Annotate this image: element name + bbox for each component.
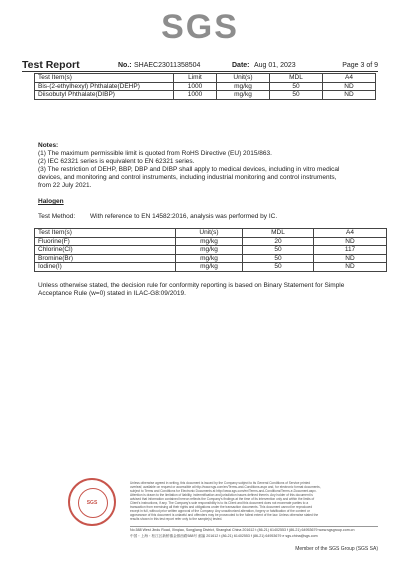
cell: 50 bbox=[270, 82, 323, 91]
terms-fineprint bbox=[130, 481, 378, 521]
cell: ND bbox=[314, 237, 387, 246]
notes-title: Notes: bbox=[38, 142, 59, 149]
cell: mg/kg bbox=[176, 254, 243, 263]
fineprint-line: subject to Terms and Conditions for Electronic Documents at http://www.sgs.com/en/Terms-and-Conditions/Terms-e-Document.aspx. bbox=[130, 489, 317, 493]
fineprint-line: transaction from exercising all their rights and obligations under the transaction documents. This document cannot be reproduced bbox=[130, 505, 313, 509]
col-header: A4 bbox=[323, 74, 376, 83]
page-number: Page 3 of 9 bbox=[342, 62, 378, 69]
cell: 50 bbox=[243, 254, 314, 263]
footer-rule bbox=[130, 526, 378, 527]
cell: ND bbox=[314, 254, 387, 263]
cell: 1000 bbox=[174, 91, 217, 100]
cell: 50 bbox=[270, 91, 323, 100]
table-row bbox=[35, 91, 376, 100]
halogen-heading: Halogen bbox=[38, 198, 64, 205]
cell: 117 bbox=[314, 246, 387, 255]
decision-statement bbox=[38, 282, 378, 298]
cell: mg/kg bbox=[176, 237, 243, 246]
table-header-row bbox=[35, 229, 387, 238]
cell: ND bbox=[323, 82, 376, 91]
sgs-member-note: Member of the SGS Group (SGS SA) bbox=[295, 546, 378, 552]
table-row bbox=[35, 246, 387, 255]
stamp-text: SGS bbox=[86, 500, 98, 506]
cell: 1000 bbox=[174, 82, 217, 91]
cell: Bis-(2-ethylhexyl) Phthalate(DEHP) bbox=[35, 82, 174, 91]
address-en: No.588 West Jindu Road, Xinqiao, Songjiang District, Shanghai China 201612 t (86-21) 61402553 f (86-21) 64953679 www.sgsgroup.com.cn bbox=[130, 528, 355, 532]
statement-line: Acceptance Rule (w=0) stated in ILAC-G8:09/2019. bbox=[38, 290, 186, 297]
cell: mg/kg bbox=[176, 263, 243, 272]
fineprint-line: appearance of this document is unlawful and offenders may be prosecuted to the fullest extent of the law. Unless otherwise stated the bbox=[130, 513, 319, 517]
cell: Diisobutyl Phthalate(DIBP) bbox=[35, 91, 174, 100]
address-cn: 中国・上海・松江区新桥镇金都西路588号 邮编 201612 t (86-21) 61402553 f (86-21) 64953679 e sgs.china@sgs.com bbox=[130, 534, 318, 538]
logo-text: SGS bbox=[161, 8, 239, 46]
col-header: A4 bbox=[314, 229, 387, 238]
cell: Chlorine(Cl) bbox=[35, 246, 176, 255]
col-header: MDL bbox=[270, 74, 323, 83]
col-header: Limit bbox=[174, 74, 217, 83]
cell: Fluorine(F) bbox=[35, 237, 176, 246]
fineprint-line: Client's instructions, if any. The Company's sole responsibility is to its Client and this document does not exonerate parties to a bbox=[130, 501, 309, 505]
fineprint-line: advised that information contained hereon reflects the Company's findings at the time of its intervention only and within the limits of bbox=[130, 497, 315, 501]
fineprint-line: except in full, without prior written approval of the Company. Any unauthorized alteration, forgery or falsification of the content or bbox=[130, 509, 310, 513]
cell: 50 bbox=[243, 246, 314, 255]
cell: mg/kg bbox=[176, 246, 243, 255]
table-row bbox=[35, 82, 376, 91]
col-header: MDL bbox=[243, 229, 314, 238]
report-no-label: No.: bbox=[118, 62, 132, 69]
test-method-value: With reference to EN 14582:2016, analysis was performed by IC. bbox=[90, 213, 278, 220]
table-row bbox=[35, 254, 387, 263]
cell: ND bbox=[323, 91, 376, 100]
table-row bbox=[35, 263, 387, 272]
table-header-row bbox=[35, 74, 376, 83]
cell: Bromine(Br) bbox=[35, 254, 176, 263]
cell: mg/kg bbox=[217, 91, 270, 100]
phthalate-table bbox=[34, 73, 376, 100]
note-line: (3) The restriction of DEHP, BBP, DBP and DIBP shall apply to medical devices, including in vitro medical bbox=[38, 166, 340, 173]
report-no-value: SHAEC23011358504 bbox=[134, 62, 201, 69]
test-method-label: Test Method: bbox=[38, 213, 76, 220]
statement-line: Unless otherwise stated, the decision rule for conformity reporting is based on Binary Statement for Simple bbox=[38, 282, 345, 289]
col-header: Test Item(s) bbox=[35, 229, 176, 238]
col-header: Unit(s) bbox=[217, 74, 270, 83]
note-line: from 22 July 2021. bbox=[38, 182, 92, 189]
halogen-table bbox=[34, 228, 387, 272]
notes-block bbox=[38, 142, 378, 190]
cell: Iodine(I) bbox=[35, 263, 176, 272]
fineprint-line: results shown in this test report refer only to the sample(s) tested. bbox=[130, 517, 223, 521]
cell: 50 bbox=[243, 263, 314, 272]
report-title: Test Report bbox=[22, 59, 80, 71]
fineprint-line: Unless otherwise agreed in writing, this document is issued by the Company subject to its General Conditions of Service printed bbox=[130, 481, 311, 485]
fineprint-line: Attention is drawn to the limitation of liability, indemnification and jurisdiction issues defined therein. Any holder of this document is bbox=[130, 493, 313, 497]
note-line: (2) IEC 62321 series is equivalent to EN 62321 series. bbox=[38, 158, 195, 165]
date-value: Aug 01, 2023 bbox=[254, 62, 296, 69]
cell: 20 bbox=[243, 237, 314, 246]
date-label: Date: bbox=[232, 62, 250, 69]
header-rule bbox=[22, 71, 378, 72]
inspection-stamp bbox=[68, 478, 116, 526]
cell: mg/kg bbox=[217, 82, 270, 91]
cell: ND bbox=[314, 263, 387, 272]
table-row bbox=[35, 237, 387, 246]
sgs-logo bbox=[140, 4, 260, 50]
test-method bbox=[38, 213, 378, 221]
note-line: (1) The maximum permissible limit is quoted from RoHS Directive (EU) 2015/863. bbox=[38, 150, 272, 157]
note-line: devices, and monitoring and control instruments, including industrial monitoring and control instruments, bbox=[38, 174, 337, 181]
col-header: Test Item(s) bbox=[35, 74, 174, 83]
col-header: Unit(s) bbox=[176, 229, 243, 238]
fineprint-line: overleaf, available on request or accessible at http://www.sgs.com/en/Terms-and-Conditions.aspx and, for electronic format documents, bbox=[130, 485, 321, 489]
